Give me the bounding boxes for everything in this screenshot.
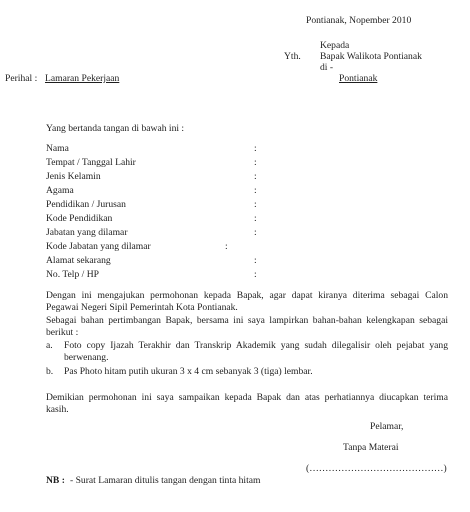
list-item: [64, 340, 448, 363]
recipient-yth: Yth.: [284, 51, 301, 62]
field-label: Alamat sekarang: [46, 255, 111, 266]
field-label: Tempat / Tanggal Lahir: [46, 157, 136, 168]
perihal-label: Perihal :: [5, 73, 38, 84]
list-marker: a.: [46, 340, 53, 351]
attachment-intro-line-1: Sebagai bahan pertimbangan Bapak, bersama ini saya lampirkan bahan-bahan kelengkapan sebagai: [46, 315, 448, 326]
list-marker: b.: [46, 366, 54, 377]
opening-line: Yang bertanda tangan di bawah ini :: [46, 123, 185, 134]
field-colon: :: [254, 143, 257, 154]
recipient-di: di -: [320, 62, 334, 73]
request-line-2: Pegawai Negeri Sipil Pemerintah Kota Pontianak.: [46, 301, 238, 313]
field-colon: :: [225, 241, 228, 252]
perihal-value: Lamaran Pekerjaan: [45, 73, 120, 84]
recipient-city: Pontianak: [339, 73, 378, 84]
note-text: - Surat Lamaran ditulis tangan dengan tinta hitam: [70, 475, 261, 486]
attachment-intro: [46, 315, 448, 338]
list-item: [64, 366, 448, 378]
closing-line-1: Demikian permohonan ini saya sampaikan kepada Bapak dan atas perhatiannya diucapkan terima: [46, 392, 448, 403]
request-paragraph: [46, 290, 448, 313]
signature-name-line: (……………………………………): [306, 463, 447, 474]
field-colon: :: [254, 185, 257, 196]
field-colon: :: [254, 171, 257, 182]
place-date: Pontianak, Nopember 2010: [306, 15, 412, 26]
recipient-kepada: Kepada: [320, 40, 350, 51]
closing-paragraph: [46, 392, 448, 415]
list-item-line-1: Pas Photo hitam putih ukuran 3 x 4 cm sebanyak 3 (tiga) lembar.: [64, 366, 313, 377]
field-label: Agama: [46, 185, 74, 196]
signature-title: Pelamar,: [370, 421, 404, 432]
field-label: Kode Jabatan yang dilamar: [46, 241, 151, 252]
field-label: Nama: [46, 143, 69, 154]
field-label: No. Telp / HP: [46, 269, 99, 280]
field-label: Kode Pendidikan: [46, 213, 113, 224]
signature-materai: Tanpa Materai: [343, 442, 399, 453]
field-colon: :: [254, 213, 257, 224]
field-colon: :: [254, 227, 257, 238]
field-colon: :: [254, 199, 257, 210]
list-item-line-1: Foto copy Ijazah Terakhir dan Transkrip Akademik yang sudah dilegalisir oleh pejabat yang: [64, 340, 448, 351]
field-colon: :: [254, 255, 257, 266]
closing-line-2: kasih.: [46, 403, 69, 415]
field-colon: :: [254, 269, 257, 280]
field-colon: :: [254, 157, 257, 168]
list-item-line-2: berwenang.: [64, 351, 109, 363]
field-label: Jabatan yang dilamar: [46, 227, 128, 238]
field-label: Jenis Kelamin: [46, 171, 101, 182]
note-label: NB :: [46, 475, 65, 486]
attachment-intro-line-2: berikut :: [46, 326, 79, 338]
request-line-1: Dengan ini mengajukan permohonan kepada Bapak, agar dapat kiranya diterima sebagai Calon: [46, 290, 448, 301]
recipient-name: Bapak Walikota Pontianak: [320, 51, 422, 62]
field-label: Pendidikan / Jurusan: [46, 199, 126, 210]
